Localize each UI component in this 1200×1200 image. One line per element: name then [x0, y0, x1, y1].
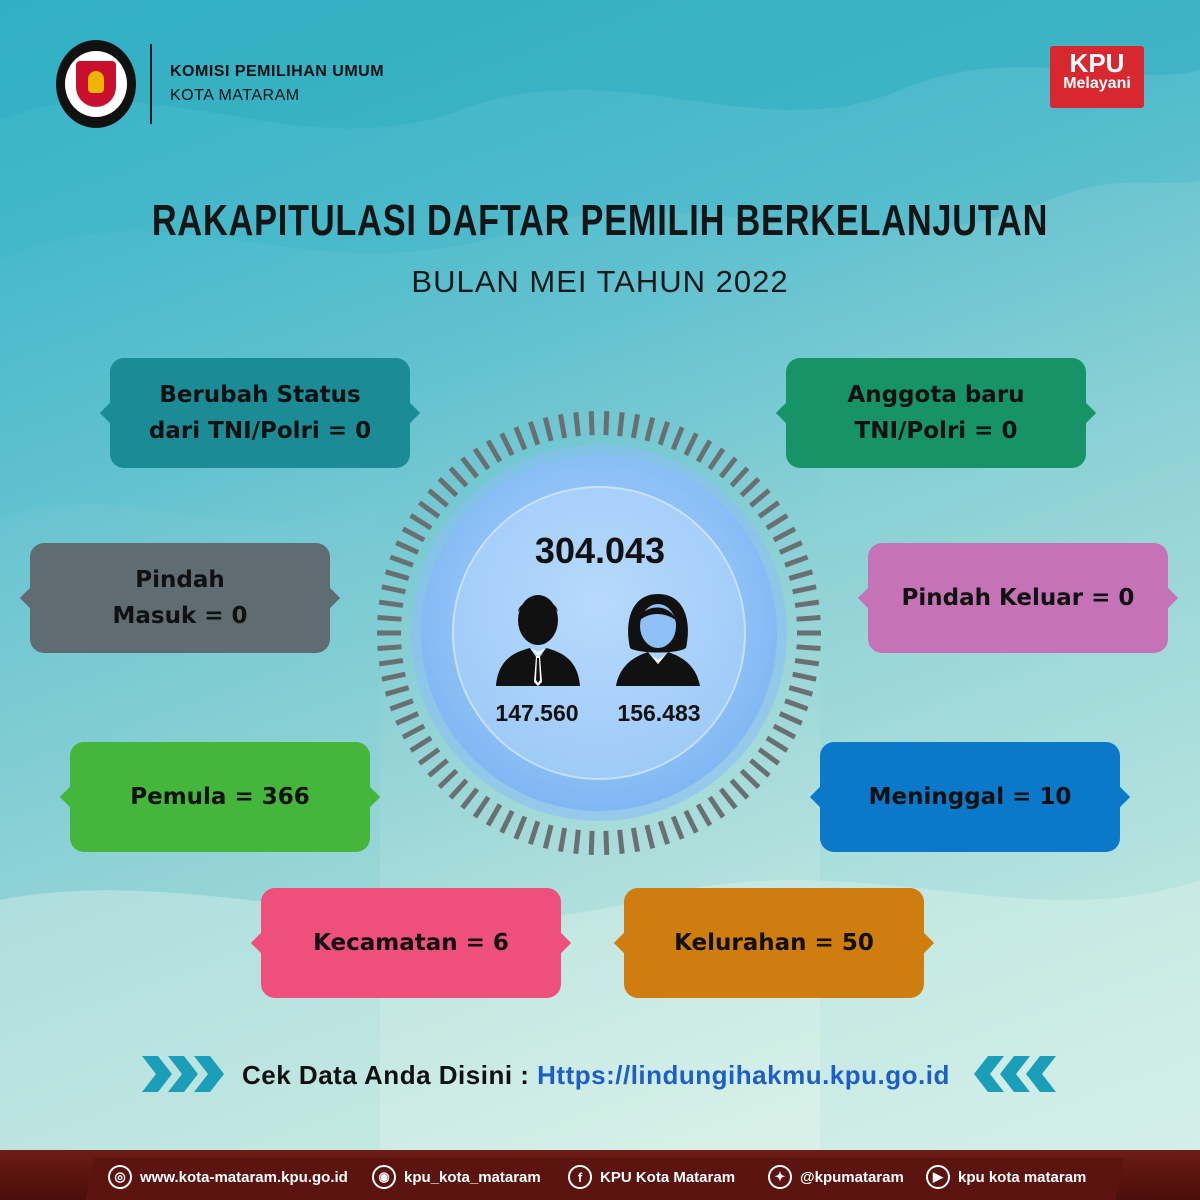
twitter-icon: ✦: [768, 1165, 792, 1189]
female-icon: [614, 590, 702, 686]
ring-tick: [591, 831, 592, 855]
ring-tick: [660, 422, 667, 445]
ring-tick: [741, 771, 758, 788]
footer-twitter[interactable]: [768, 1165, 904, 1189]
ring-tick: [439, 771, 456, 788]
ring-tick: [759, 749, 778, 763]
badge-line1: KPU: [1069, 48, 1125, 78]
ring-tick: [793, 587, 816, 592]
ring-tick: [741, 479, 758, 496]
ring-tick: [576, 830, 579, 854]
ring-tick: [721, 458, 736, 477]
ring-tick: [731, 780, 747, 798]
ring-tick: [698, 441, 710, 462]
ring-tick: [606, 411, 607, 435]
cta-label: Cek Data Anda Disini :: [242, 1060, 538, 1090]
ring-tick: [475, 449, 488, 469]
female-count: 156.483: [617, 700, 701, 726]
header: [56, 40, 384, 128]
box-line: Masuk = 0: [112, 603, 248, 629]
ring-tick: [751, 490, 769, 505]
male-icon: [494, 590, 582, 686]
ring-tick: [789, 688, 812, 695]
ring-tick: [793, 674, 816, 679]
ring-tick: [591, 411, 592, 435]
footer-website-text: www.kota-mataram.kpu.go.id: [140, 1168, 348, 1186]
ring-tick: [378, 647, 402, 649]
ring-tick: [633, 414, 637, 438]
ring-tick: [785, 701, 808, 709]
ring-tick: [396, 714, 418, 724]
ring-tick: [429, 760, 447, 775]
ring-tick: [475, 797, 488, 817]
cta-row: [0, 1052, 1200, 1096]
cta-link[interactable]: Https://lindungihakmu.kpu.go.id: [537, 1060, 950, 1090]
ring-tick: [759, 503, 778, 517]
footer-youtube-text: kpu kota mataram: [958, 1168, 1087, 1186]
box-line: Berubah Status: [159, 382, 361, 408]
ring-tick: [751, 760, 769, 775]
ring-tick: [450, 468, 466, 486]
ring-tick: [795, 602, 819, 605]
ring-tick: [620, 830, 623, 854]
ring-tick: [419, 503, 438, 517]
box-meninggal: [820, 742, 1120, 852]
ring-tick: [797, 647, 821, 649]
box-anggota-baru: [786, 358, 1086, 468]
ring-tick: [429, 490, 447, 505]
footer-twitter-text: @kpumataram: [800, 1168, 904, 1186]
org-name: KOMISI PEMILIHAN UMUM: [170, 63, 385, 80]
org-sub: KOTA MATARAM: [170, 87, 300, 104]
ring-tick: [545, 418, 551, 441]
footer-website[interactable]: [108, 1165, 348, 1189]
cta-text: [242, 1060, 950, 1091]
box-kelurahan: [624, 888, 924, 998]
ring-tick: [419, 749, 438, 763]
box-line: Pindah Keluar = 0: [901, 585, 1135, 611]
ring-tick: [450, 780, 466, 798]
ring-tick: [620, 412, 623, 436]
ring-tick: [516, 427, 525, 449]
kpu-logo: [56, 40, 136, 128]
footer-youtube[interactable]: [926, 1165, 1086, 1189]
box-line: Pindah: [135, 567, 225, 593]
ring-tick: [462, 789, 477, 808]
ring-tick: [488, 804, 500, 825]
ring-tick: [379, 661, 403, 664]
header-divider: [150, 44, 152, 124]
page-title: RAKAPITULASI DAFTAR PEMILIH BERKELANJUTAN: [151, 196, 1049, 245]
ring-tick: [647, 418, 653, 441]
box-pemula: [70, 742, 370, 852]
box-berubah-status: [110, 358, 410, 468]
ring-tick: [411, 515, 431, 528]
ring-tick: [789, 572, 812, 579]
ring-tick: [502, 433, 513, 455]
ring-tick: [686, 433, 697, 455]
ring-tick: [576, 412, 579, 436]
ring-tick: [403, 726, 424, 737]
box-line: Kelurahan = 50: [674, 930, 874, 956]
ring-tick: [606, 831, 607, 855]
box-line: Anggota baru: [847, 382, 1025, 408]
footer-instagram-text: kpu_kota_mataram: [404, 1168, 541, 1186]
male-count: 147.560: [495, 700, 579, 726]
ring-tick: [710, 449, 723, 469]
footer-facebook-text: KPU Kota Mataram: [600, 1168, 736, 1186]
page-subtitle: BULAN MEI TAHUN 2022: [411, 264, 789, 299]
globe-icon: ◎: [108, 1165, 132, 1189]
total-voters: 304.043: [534, 530, 666, 571]
ring-tick: [386, 688, 409, 695]
ring-tick: [378, 618, 402, 620]
garuda-icon: [76, 61, 116, 107]
ring-tick: [698, 804, 710, 825]
ring-tick: [382, 587, 405, 592]
footer-instagram[interactable]: [372, 1165, 541, 1189]
ring-tick: [560, 414, 564, 438]
ring-tick: [488, 441, 500, 462]
youtube-icon: ▶: [926, 1165, 950, 1189]
badge-line2: Melayani: [1063, 75, 1131, 92]
footer-facebook[interactable]: [568, 1165, 735, 1189]
ring-tick: [386, 572, 409, 579]
ring-tick: [439, 479, 456, 496]
ring-tick: [647, 825, 653, 848]
ring-tick: [530, 821, 537, 844]
ring-tick: [411, 738, 431, 751]
ring-tick: [502, 811, 513, 833]
box-line: Meninggal = 10: [868, 784, 1072, 810]
ring-tick: [530, 422, 537, 445]
box-line: dari TNI/Polri = 0: [148, 418, 372, 444]
ring-tick: [390, 701, 413, 709]
ring-tick: [686, 811, 697, 833]
ring-tick: [774, 726, 795, 737]
ring-tick: [633, 828, 637, 852]
instagram-icon: ◉: [372, 1165, 396, 1189]
chevrons-right-icon: [140, 1052, 226, 1096]
ring-tick: [462, 458, 477, 477]
ring-tick: [516, 817, 525, 839]
box-line: TNI/Polri = 0: [854, 418, 1018, 444]
ring-tick: [767, 738, 787, 751]
ring-tick: [797, 618, 821, 620]
ring-tick: [379, 602, 403, 605]
ring-tick: [382, 674, 405, 679]
ring-tick: [721, 789, 736, 808]
ring-tick: [673, 817, 682, 839]
chevrons-left-icon: [972, 1052, 1058, 1096]
box-line: Pemula = 366: [130, 784, 310, 810]
ring-tick: [731, 468, 747, 486]
ring-tick: [795, 661, 819, 664]
box-line: Kecamatan = 6: [313, 930, 509, 956]
kpu-melayani-badge: [1050, 46, 1144, 108]
ring-tick: [673, 427, 682, 449]
facebook-icon: f: [568, 1165, 592, 1189]
ring-tick: [767, 515, 787, 528]
ring-tick: [545, 825, 551, 848]
ring-tick: [660, 821, 667, 844]
ring-tick: [780, 714, 802, 724]
box-kecamatan: [261, 888, 561, 998]
ring-tick: [560, 828, 564, 852]
ring-tick: [710, 797, 723, 817]
